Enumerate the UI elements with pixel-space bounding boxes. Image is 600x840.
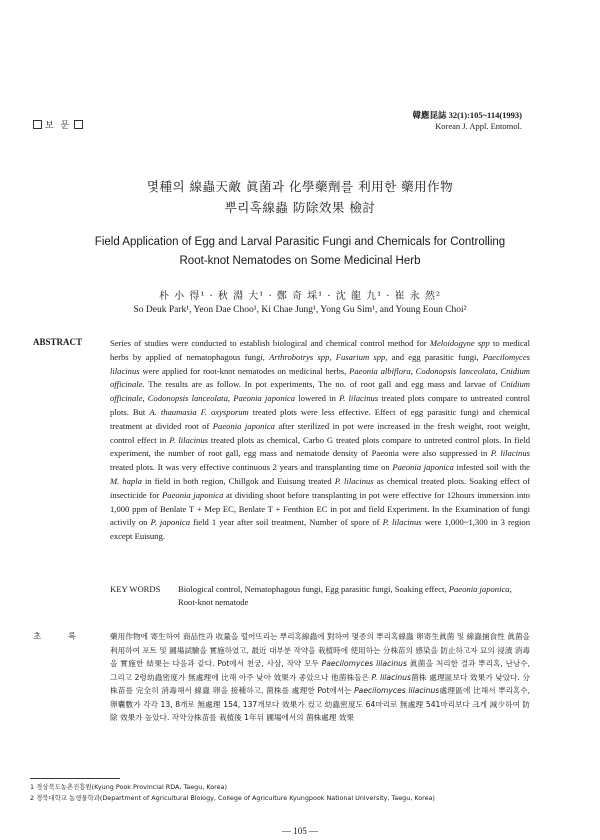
text-run: field 1 year after soil treatment, Number of spore of <box>190 517 383 528</box>
text-run: at dividing shoot before transplanting in pot were effective for 12hours immersion into 1,000 ppm of Benlate T + Mep EC, Benlate T + Fenthion EC in pot and field Experiment. In the Examination of fungi activily on <box>110 489 530 528</box>
text-run: to medical herbs by applied of nematophagous fungi, <box>110 338 530 362</box>
text-run: in field in both region, Chillgok and Euisung treated <box>141 475 335 486</box>
italic-text: P. lilacinus <box>490 448 530 459</box>
italic-text: Paeonia japonica <box>392 462 454 473</box>
korean-title-line2: 뿌리혹線蟲 防除效果 檢討 <box>224 200 376 215</box>
italic-text: P. japonica <box>150 517 190 528</box>
italic-text: Cnidium officinale, Codonopsis lanceolata, Paeonia japonica <box>110 379 530 404</box>
text-run: and egg parasitic fungi, <box>387 351 483 362</box>
text-run: as chemical treated plots. Soaking effect of insecticide for <box>110 475 530 500</box>
abstract-label: ABSTRACT <box>33 337 83 347</box>
italic-text: Paecilomyces lilacinus <box>354 686 440 695</box>
footnotes <box>30 782 530 803</box>
italic-text: Paeonia albiflora, Codonopsis lanceolata, Cnidium officinale. <box>110 365 530 390</box>
page-number: — 105 — <box>282 826 318 836</box>
keywords-body <box>178 583 530 608</box>
abstract-section <box>33 337 530 544</box>
text-run: lowered in <box>295 393 340 404</box>
text-run: infested soil with the <box>453 462 530 473</box>
page-header <box>30 110 522 140</box>
keywords-label: KEY WORDS <box>110 584 161 594</box>
english-title-line1: Field Application of Egg and Larval Parasitic Fungi and Chemicals for Controlling <box>94 236 506 248</box>
keywords-section <box>110 583 530 608</box>
italic-text: Arthrobotrys spp, Fusarium spp, <box>269 351 388 362</box>
text-run: after sterilized in pot were increased in the fresh weight, root weight, control effect in <box>110 420 530 445</box>
italic-text: P. lilacinus <box>169 434 208 445</box>
text-run: Series of studies were conducted to establish biological and chemical control method for <box>110 338 430 348</box>
english-title <box>40 233 560 271</box>
italic-text: Paecilomyces lilacinus <box>321 659 407 668</box>
footnote-rule <box>30 778 120 779</box>
english-authors: So Deuk Park¹, Yeon Dae Choo¹, Ki Chae Jung¹, Yong Gu Sim¹, and Young Eoun Choi² <box>133 305 467 315</box>
text-run: were applied for root-knot nematodes on medicinal herbs, <box>139 365 350 376</box>
text-run: Biological control, Nematophagous fungi, Egg parasitic fungi, Soaking effect, <box>178 584 449 594</box>
korean-title <box>60 176 540 218</box>
italic-text: Paeonia japonica <box>162 489 224 500</box>
korean-abstract-label: 초 록 <box>33 632 89 642</box>
italic-text: P. lilacinus <box>334 475 374 486</box>
abstract-body <box>110 337 530 544</box>
text-run: The results are as follow. In pot experiments, The no. of root gall and egg mass and larvae of <box>144 379 501 390</box>
text-run: 眞菌을 처리한 결과 뿌리혹, 난낭수, 그리고 2령幼蟲密度가 無處理에 比해 아주 낮아 效果가 좋았으나 他菌株들은 <box>110 659 530 682</box>
english-title-line2: Root-knot Nematodes on Some Medicinal Herb <box>179 255 421 267</box>
footnote-1: 1 경상북도농촌진흥원(Kyung Pook Provincial RDA, Taegu, Korea) <box>30 783 227 791</box>
italic-text: Paecilomyces lilacinus <box>110 351 530 376</box>
text-run: treated plots as chemical, Carbo G treated plots compare to untreted control plots. In field experiment, the number of root gall, egg mass and nematode density of Paeonia were also suppressed in <box>110 434 530 459</box>
text-run: 菌株 處理區보다 效果가 낮았다. 分株苗를 完全히 消毒해서 線蟲 卵을 接種하고, 菌株를 處理한 Pot에서는 <box>110 672 530 695</box>
text-run: treated plots compare to untreated control plots. But <box>110 393 530 417</box>
journal-en: Korean J. Appl. Entomol. <box>435 121 522 131</box>
italic-text: M. hapla <box>110 475 142 486</box>
korean-abstract-section <box>33 630 530 725</box>
checkbox-square-icon <box>33 120 42 129</box>
italic-text: P. lilacinus <box>371 672 411 682</box>
footnote-2: 2 경북대학교 농생물학과(Department of Agricultural Biology, College of Agricuiture Kyungpook National University, Taegu, Korea) <box>30 793 435 802</box>
text-run: treated plots were less effective. Effect of egg parasitic fungi and chemical treatment at divided root of <box>110 406 531 431</box>
italic-text: A. thaumasia F. oxysporum <box>149 406 249 417</box>
italic-text: Paeonia japonica <box>212 420 275 431</box>
korean-abstract-body <box>110 630 530 725</box>
journal-ref: 韓應昆誌 32(1):105~114(1993) <box>412 110 522 120</box>
text-run: Root-knot nematode <box>178 596 249 607</box>
italic-text: Meloidogyne spp <box>429 338 490 348</box>
article-type-label <box>30 118 86 131</box>
italic-text: P. lilacinus <box>339 393 379 404</box>
korean-title-line1: 몇種의 線蟲天敵 眞菌과 化學藥劑를 利用한 藥用作物 <box>146 179 454 194</box>
checkbox-square-icon <box>74 120 83 129</box>
italic-text: P. lilacinus <box>382 517 422 528</box>
korean-authors: 朴 小 得¹ · 秋 淵 大¹ · 鄭 奇 埰¹ · 沈 龍 九¹ · 崔 永 然² <box>159 291 441 302</box>
text-run: 處理區에 比해서 뿌리혹수, 卵囊數가 각각 13, 8개로 無處理 154, 137개보다 效果가 컸고 幼蟲密度도 64마리로 無處理 541마리보다 크게 減少하여 防除 效果가 높았다. 작약分株苗를 栽植後 1年뒤 圃場에서의 菌株處理 效果 <box>110 686 531 722</box>
italic-text: Paeonia japonica, <box>448 584 512 594</box>
text-run: treated plots. It was very effective continuous 2 years and transplanting time on <box>110 462 393 473</box>
article-type-text: 보 문 <box>45 121 72 131</box>
text-run: 藥用作物에 寄生하여 商品性과 收量을 떨어뜨리는 뿌리혹線蟲에 對하여 몇종의 뿌리혹線蟲 卵寄生眞菌 및 線蟲捕食性 眞菌을 利用하여 포트 및 圃場試驗을 實施하였고, 最近 대부분 작약을 栽植時에 使用하는 分株苗의 感染을 防止하고자 묘의 浸漬 消毒을 實施한 結果는 다음과 같다. Pot에서 천궁, 사삼, 작약 모두 <box>110 632 530 668</box>
text-run: were 1,000~1,300 in 3 region except Euisung. <box>110 517 530 542</box>
journal-citation <box>413 110 522 132</box>
